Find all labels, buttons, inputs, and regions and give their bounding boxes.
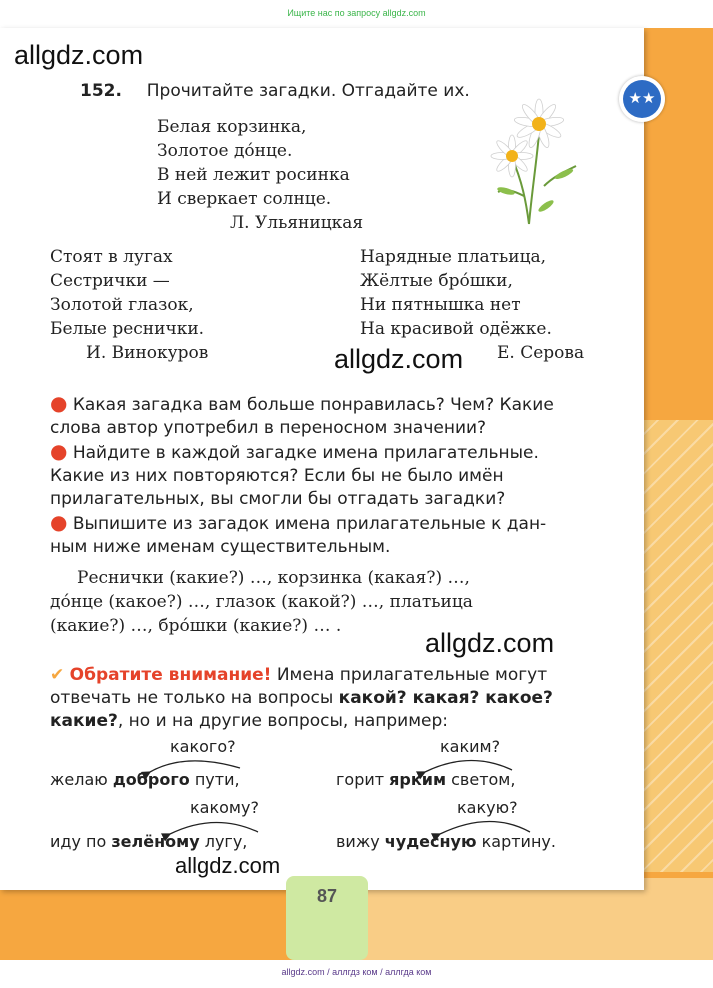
riddle-line: Белая корзинка, bbox=[157, 117, 307, 137]
example-adjective: доброго bbox=[112, 770, 190, 789]
note-text: отвечать не только на вопросы bbox=[50, 688, 339, 708]
example-phrase bbox=[50, 770, 240, 789]
riddle-line: И сверкает солнце. bbox=[157, 189, 332, 209]
watermark: allgdz.com bbox=[334, 344, 464, 374]
exercise-line: (какие?) …, бро́шки (какие?) … . bbox=[50, 616, 342, 636]
example-question: какого? bbox=[170, 737, 236, 756]
riddle-author: Е. Серова bbox=[497, 343, 585, 363]
bullet-icon: ● bbox=[50, 391, 68, 415]
task-line: Выпишите из загадок имена прилагательные к дан- bbox=[72, 514, 547, 534]
example-adjective: зелёному bbox=[111, 832, 200, 851]
task-line: Найдите в каждой загадке имена прилагательные. bbox=[72, 443, 539, 463]
watermark: allgdz.com bbox=[175, 853, 281, 878]
riddle-line: Жёлтые бро́шки, bbox=[360, 271, 513, 291]
watermark: allgdz.com bbox=[14, 40, 144, 70]
example-text: вижу bbox=[336, 832, 385, 851]
task-line: Какая загадка вам больше понравилась? Чем? Какие bbox=[72, 395, 554, 415]
exercise-instruction: Прочитайте загадки. Отгадайте их. bbox=[146, 81, 470, 101]
example-text: лугу, bbox=[199, 832, 248, 851]
stars-icon: ★★ bbox=[623, 80, 661, 118]
riddle-line: Золотое до́нце. bbox=[157, 141, 293, 161]
example-question: какую? bbox=[457, 798, 518, 817]
exercise-line: Реснички (какие?) …, корзинка (какая?) …, bbox=[77, 568, 470, 588]
riddle-line: Нарядные платьица, bbox=[360, 247, 547, 267]
example-text: горит bbox=[336, 770, 390, 789]
note-text: Имена прилагательные могут bbox=[271, 665, 548, 685]
watermark: allgdz.com bbox=[425, 628, 555, 658]
task-line: слова автор употребил в переносном значении? bbox=[50, 418, 487, 438]
example-phrase bbox=[336, 770, 515, 789]
example-phrase bbox=[50, 832, 247, 851]
example-adjective: ярким bbox=[389, 770, 447, 789]
riddle-line: Ни пятнышка нет bbox=[360, 295, 521, 315]
task-line: прилагательных, вы смогли бы отгадать загадки? bbox=[50, 489, 506, 509]
riddle-author: И. Винокуров bbox=[86, 343, 209, 363]
example-question: какому? bbox=[190, 798, 259, 817]
riddle-line: Золотой глазок, bbox=[50, 295, 194, 315]
example-text: пути, bbox=[189, 770, 240, 789]
note-questions: какие? bbox=[50, 711, 118, 731]
header-note: Ищите нас по запросу allgdz.com bbox=[287, 8, 426, 18]
bullet-icon: ● bbox=[50, 510, 68, 534]
note-title: Обратите внимание! bbox=[69, 665, 272, 685]
riddle-line: В ней лежит росинка bbox=[157, 165, 350, 185]
checkmark-icon: ✔ bbox=[50, 665, 65, 685]
note-questions: какой? какая? какое? bbox=[338, 688, 553, 708]
riddle-line: На красивой одёжке. bbox=[360, 319, 552, 339]
example-text: желаю bbox=[50, 770, 113, 789]
riddle-line: Стоят в лугах bbox=[50, 247, 173, 267]
example-adjective: чудесную bbox=[384, 832, 477, 851]
riddle-author: Л. Ульяницкая bbox=[230, 213, 364, 233]
example-text: светом, bbox=[446, 770, 516, 789]
task-line: Какие из них повторяются? Если бы не было имён bbox=[50, 466, 504, 486]
example-question: каким? bbox=[440, 737, 501, 756]
note-text: , но и на другие вопросы, например: bbox=[117, 711, 449, 731]
exercise-line: до́нце (какое?) …, глазок (какой?) …, платьица bbox=[50, 592, 473, 612]
exercise-number: 152. bbox=[80, 81, 122, 101]
example-text: иду по bbox=[50, 832, 112, 851]
task-line: ным ниже именам существительным. bbox=[50, 537, 391, 557]
bullet-icon: ● bbox=[50, 439, 68, 463]
page-number: 87 bbox=[316, 886, 338, 906]
riddle-line: Сестрички — bbox=[50, 271, 170, 291]
footer-note: allgdz.com / аллгдз ком / аллгда ком bbox=[281, 967, 432, 977]
example-text: картину. bbox=[476, 832, 556, 851]
example-phrase bbox=[336, 832, 556, 851]
riddle-line: Белые реснички. bbox=[50, 319, 205, 339]
